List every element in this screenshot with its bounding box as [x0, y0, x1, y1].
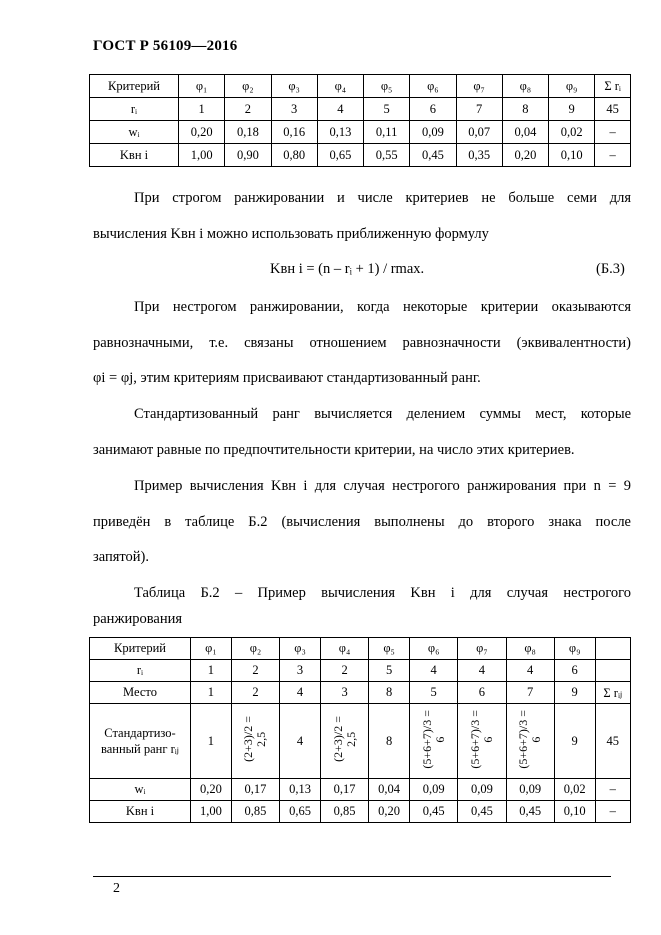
- table-cell: 0,16: [271, 121, 317, 144]
- criteria-table-1: [89, 74, 631, 167]
- paragraph-4-line-1: Пример вычисления Kвн i для случая нестрогого ранжирования при n = 9: [134, 478, 631, 494]
- table-cell: φ₅: [369, 638, 410, 660]
- table-cell: Σ rᵢ: [595, 75, 631, 98]
- table-cell: 0,20: [369, 801, 410, 823]
- table1-row: [90, 144, 631, 167]
- table1-row: [90, 121, 631, 144]
- table-cell: 6: [554, 660, 595, 682]
- paragraph-2-line-1: При нестрогом ранжировании, когда некоторые критерии оказываются: [134, 299, 631, 315]
- table-cell: 0,10: [554, 801, 595, 823]
- table-cell: 0,02: [549, 121, 595, 144]
- table-cell: 0,04: [502, 121, 548, 144]
- table-cell: 4: [280, 704, 321, 779]
- table2-row-place: [90, 682, 631, 704]
- table1-row: [90, 98, 631, 121]
- formula-b3: Kвн i = (n – rᵢ + 1) / rmax.: [270, 261, 425, 277]
- table-cell: 0,20: [191, 779, 232, 801]
- table-cell: 0,09: [410, 779, 458, 801]
- table-cell: φ₁: [179, 75, 225, 98]
- table-cell: 0,04: [369, 779, 410, 801]
- table-cell: 0,13: [317, 121, 363, 144]
- row-label-cell: wᵢ: [90, 779, 191, 801]
- table-cell: 0,90: [225, 144, 271, 167]
- table-cell: 4: [458, 660, 506, 682]
- table-cell: [410, 704, 458, 779]
- table-cell: 0,07: [456, 121, 502, 144]
- page-number: 2: [113, 881, 120, 896]
- table-cell: φ₃: [271, 75, 317, 98]
- table-cell: 3: [271, 98, 317, 121]
- table-cell: 2: [320, 660, 368, 682]
- table-cell: 0,35: [456, 144, 502, 167]
- table-cell: 5: [410, 682, 458, 704]
- formula-number: (Б.3): [596, 261, 625, 277]
- table-cell: [320, 704, 368, 779]
- table-cell: [458, 704, 506, 779]
- table-caption-line-1: Таблица Б.2 – Пример вычисления Kвн i для случая нестрогого: [134, 585, 631, 601]
- paragraph-2-line-3: φi = φj, этим критериям присваивают стандартизованный ранг.: [93, 370, 481, 386]
- table-cell: 0,17: [231, 779, 279, 801]
- table2-row-rank: [90, 660, 631, 682]
- table-cell: 1: [179, 98, 225, 121]
- table-cell: 5: [364, 98, 410, 121]
- rotated-cell-text: (2+3)/2 = 2,5: [330, 716, 358, 762]
- table-cell: 4: [280, 682, 321, 704]
- table-cell: 0,65: [317, 144, 363, 167]
- table-cell: 4: [317, 98, 363, 121]
- table-cell: 0,20: [502, 144, 548, 167]
- table-cell: 6: [458, 682, 506, 704]
- table-cell: 0,85: [231, 801, 279, 823]
- table-cell: 45: [595, 98, 631, 121]
- table-cell: φ₂: [231, 638, 279, 660]
- table-cell: –: [595, 779, 630, 801]
- table-cell: φ₉: [549, 75, 595, 98]
- row-label-cell: wᵢ: [90, 121, 179, 144]
- table-cell: 4: [506, 660, 554, 682]
- rotated-cell-text: (5+6+7)/3 = 6: [419, 709, 447, 769]
- rotated-cell-text: (2+3)/2 = 2,5: [241, 716, 269, 762]
- table-cell: 0,09: [506, 779, 554, 801]
- table-cell: 0,45: [458, 801, 506, 823]
- table-cell: 0,80: [271, 144, 317, 167]
- table-cell: 45: [595, 704, 630, 779]
- row-label-cell: Критерий: [90, 75, 179, 98]
- table2-row-standard-rank: [90, 704, 631, 779]
- table-cell: 0,13: [280, 779, 321, 801]
- table-cell: φ₈: [506, 638, 554, 660]
- paragraph-2-line-2: равнозначными, т.е. связаны отношением равнозначности (эквивалентности): [93, 335, 631, 351]
- table-cell: 1,00: [191, 801, 232, 823]
- table-cell: 0,45: [410, 144, 456, 167]
- row-label-cell: Kвн i: [90, 801, 191, 823]
- table-cell: 0,18: [225, 121, 271, 144]
- table-cell: 0,17: [320, 779, 368, 801]
- document-header: ГОСТ Р 56109—2016: [93, 38, 238, 54]
- table-cell: 1: [191, 704, 232, 779]
- rotated-cell-text: (5+6+7)/3 = 6: [467, 709, 495, 769]
- table-cell: 3: [280, 660, 321, 682]
- table-cell: φ₅: [364, 75, 410, 98]
- table-cell: 9: [554, 704, 595, 779]
- row-label-cell: Стандартизо-ванный ранг rᵢⱼ: [90, 704, 191, 779]
- table-cell: 0,20: [179, 121, 225, 144]
- table-cell: 8: [502, 98, 548, 121]
- row-label-cell: rᵢ: [90, 660, 191, 682]
- table-cell: 6: [410, 98, 456, 121]
- table-cell: 0,10: [549, 144, 595, 167]
- table-cell: φ₈: [502, 75, 548, 98]
- table-cell: 1: [191, 682, 232, 704]
- table-cell: 7: [456, 98, 502, 121]
- table-cell: φ₄: [320, 638, 368, 660]
- paragraph-1-line-2: вычисления Kвн i можно использовать приближенную формулу: [93, 226, 489, 242]
- table-cell: Σ rᵢⱼ: [595, 682, 630, 704]
- criteria-table-2: [89, 637, 631, 823]
- table-cell: 0,09: [458, 779, 506, 801]
- paragraph-4-line-3: запятой).: [93, 549, 150, 565]
- table-cell: 2: [231, 682, 279, 704]
- table-cell: 0,02: [554, 779, 595, 801]
- table-cell: φ₆: [410, 638, 458, 660]
- row-label-cell: Kвн i: [90, 144, 179, 167]
- table2-row-header: [90, 638, 631, 660]
- table-cell: 9: [549, 98, 595, 121]
- paragraph-4-line-2: приведён в таблице Б.2 (вычисления выполнены до второго знака после: [93, 514, 631, 530]
- table-cell: 7: [506, 682, 554, 704]
- table-caption-line-2: ранжирования: [93, 611, 183, 627]
- paragraph-3-line-2: занимают равные по предпочтительности критерии, на число этих критериев.: [93, 442, 575, 458]
- paragraph-1-line-1: При строгом ранжировании и числе критериев не больше семи для: [134, 190, 631, 206]
- paragraph-3-line-1: Стандартизованный ранг вычисляется делением суммы мест, которые: [134, 406, 631, 422]
- table-cell: φ₃: [280, 638, 321, 660]
- table2-row-weight: [90, 779, 631, 801]
- table-cell: 2: [231, 660, 279, 682]
- row-label-cell: Место: [90, 682, 191, 704]
- table-cell: –: [595, 144, 631, 167]
- table-cell: 4: [410, 660, 458, 682]
- table-cell: 0,09: [410, 121, 456, 144]
- table-cell: 9: [554, 682, 595, 704]
- table2-row-k: [90, 801, 631, 823]
- table-cell: 0,45: [506, 801, 554, 823]
- table-cell: –: [595, 121, 631, 144]
- table-cell: φ₉: [554, 638, 595, 660]
- table-cell: 0,85: [320, 801, 368, 823]
- table1-row: [90, 75, 631, 98]
- rotated-cell-text: (5+6+7)/3 = 6: [516, 709, 544, 769]
- table-cell: [506, 704, 554, 779]
- table-cell: 0,65: [280, 801, 321, 823]
- table-cell: 0,11: [364, 121, 410, 144]
- table-cell: φ₇: [456, 75, 502, 98]
- table-cell: 1,00: [179, 144, 225, 167]
- table-cell: [595, 638, 630, 660]
- table-cell: –: [595, 801, 630, 823]
- table-cell: φ₆: [410, 75, 456, 98]
- table-cell: 8: [369, 682, 410, 704]
- table-cell: 3: [320, 682, 368, 704]
- table-cell: φ₁: [191, 638, 232, 660]
- row-label-cell: rᵢ: [90, 98, 179, 121]
- table-cell: 2: [225, 98, 271, 121]
- table-cell: 8: [369, 704, 410, 779]
- table-cell: 5: [369, 660, 410, 682]
- table-cell: [595, 660, 630, 682]
- table-cell: 1: [191, 660, 232, 682]
- table-cell: φ₄: [317, 75, 363, 98]
- table-cell: φ₇: [458, 638, 506, 660]
- table-cell: 0,45: [410, 801, 458, 823]
- table-cell: 0,55: [364, 144, 410, 167]
- row-label-cell: Критерий: [90, 638, 191, 660]
- table-cell: φ₂: [225, 75, 271, 98]
- table-cell: [231, 704, 279, 779]
- footer-rule: [93, 876, 611, 877]
